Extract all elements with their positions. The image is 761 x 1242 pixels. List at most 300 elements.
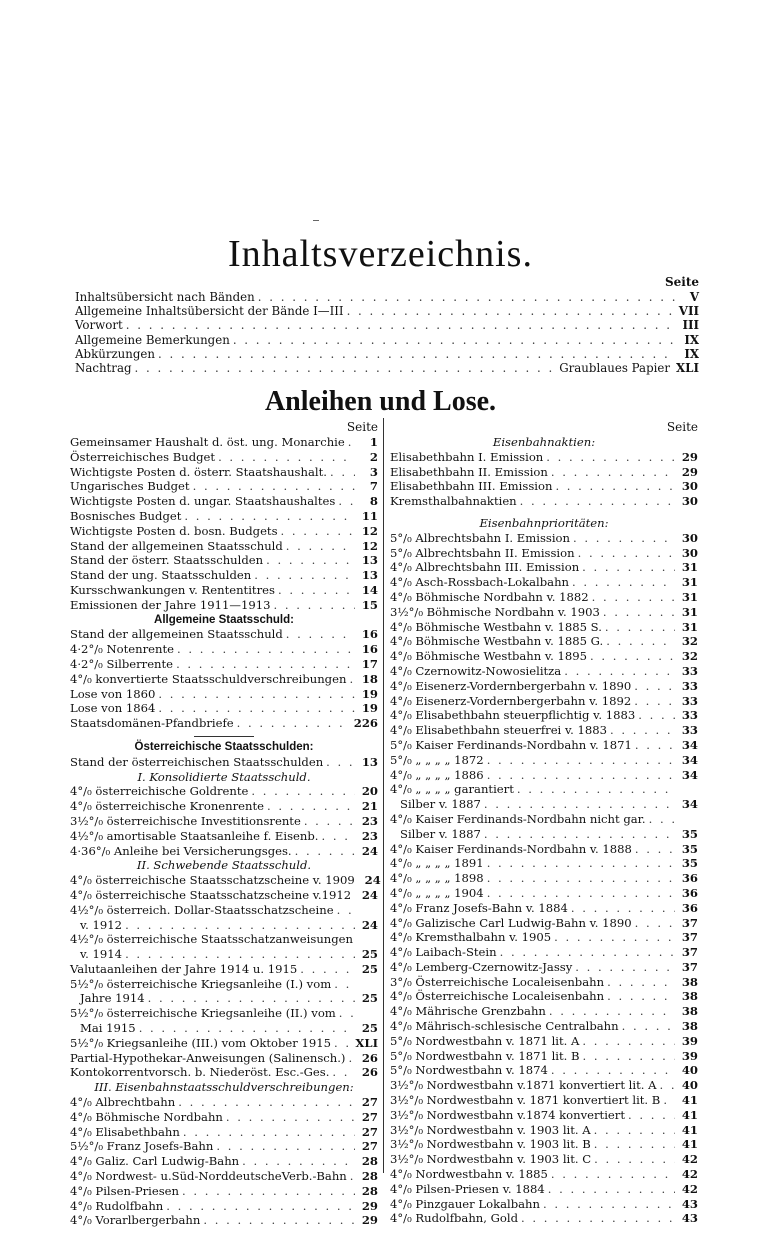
toc-entry [390,797,698,812]
leader-dots [517,782,675,797]
entry-page: XLI [676,360,699,375]
toc-entry [75,361,699,375]
entry-label: 4°/₀ Laibach-Stein [390,945,497,960]
section-heading: I. Konsolidierte Staatsschuld. [137,769,311,784]
entry-note: Graublaues Papier [559,360,671,375]
toc-entry [70,716,378,731]
entry-page: 34 [681,752,698,767]
leader-dots [348,1051,355,1066]
toc-entry [70,977,378,992]
entry-page: 27 [361,1139,378,1154]
entry-label: Valutaanleihen der Jahre 1914 u. 1915 [70,961,298,976]
leader-dots [182,1184,355,1199]
entry-page: 35 [681,841,698,856]
leader-dots [286,539,355,554]
toc-entry [70,932,378,947]
toc-entry [390,664,698,679]
leader-dots [543,1197,675,1212]
toc-entry [70,494,378,509]
leader-dots [334,1036,352,1051]
entry-label: 4°/₀ Kaiser Ferdinands-Nordbahn v. 1888 [390,841,632,856]
leader-dots [322,829,356,844]
entry-label: 4·36°/₀ Anleihe bei Versicherungsges. [70,843,292,858]
entry-page: 27 [361,1124,378,1139]
entry-page: 25 [361,947,378,962]
entry-page: 33 [681,663,698,678]
entry-page: 23 [361,813,378,828]
leader-dots [487,768,675,783]
toc-entry [390,634,698,649]
toc-entry [70,687,378,702]
leader-dots [575,960,675,975]
entry-label: Kontokorrentvorsch. b. Niederöst. Esc.-Ges. [70,1065,330,1080]
leader-dots [158,701,355,716]
entry-label: 3½°/₀ Nordwestbahn v.1871 konvertiert lit. A [390,1078,657,1093]
leader-dots [178,1095,355,1110]
section-title: Anleihen und Lose. [264,386,497,417]
entry-page: 27 [361,1095,378,1110]
toc-entry [390,1152,698,1167]
entry-page: 14 [361,582,378,597]
toc-entry [70,583,378,598]
toc-entry [70,1065,378,1080]
entry-label: 4°/₀ Eisenerz-Vordernbergerbahn v. 1892 [390,693,632,708]
leader-dots [158,687,355,702]
entry-label: 4°/₀ Böhmische Westbahn v. 1885 S. [390,619,602,634]
toc-entry [70,479,378,494]
toc-entry [390,975,698,990]
entry-page: 36 [681,885,698,900]
leader-dots [216,1139,355,1154]
leader-dots [520,494,675,509]
toc-entry [390,916,698,931]
leader-dots [330,465,355,480]
toc-entry [390,679,698,694]
entry-page: 43 [681,1211,698,1226]
toc-entry [70,947,378,962]
leader-dots [572,575,675,590]
leader-dots [603,605,675,620]
entry-page: 38 [681,974,698,989]
entry-label: 4°/₀ konvertierte Staatsschuldverschreibungen [70,671,347,686]
entry-page: 26 [361,1050,378,1065]
entry-label: 4°/₀ Kremsthalbahn v. 1905 [390,930,552,945]
entry-label: Wichtigste Posten d. österr. Staatshaushalt. [70,464,327,479]
leader-dots [254,568,355,583]
toc-entry [70,962,378,977]
entry-page: 23 [361,828,378,843]
entry-label: 3½°/₀ Böhmische Nordbahn v. 1903 [390,604,600,619]
entry-page: 33 [681,693,698,708]
toc-entry [70,539,378,554]
leader-dots [635,916,675,931]
entry-page: 36 [681,871,698,886]
entry-page: 31 [681,575,698,590]
section-heading: Eisenbahnaktien: [492,435,596,449]
entry-label: 4°/₀ Albrechtsbahn III. Emission [390,560,580,575]
toc-entry [70,784,378,799]
toc-entry [75,333,699,347]
toc-entry [390,560,698,575]
toc-entry [70,844,378,859]
entry-label: 4°/₀ Österreichische Localeisenbahn [390,989,605,1004]
toc-entry [390,694,698,709]
leader-dots [273,598,355,613]
leader-dots [551,1063,675,1078]
leader-dots [578,546,675,561]
section-heading: III. Eisenbahnstaatsschuldverschreibungen: [94,1080,354,1095]
leader-dots [251,784,355,799]
leader-dots [607,975,675,990]
entry-page: 13 [361,754,378,769]
entry-page: 29 [681,464,698,479]
leader-dots [555,479,675,494]
entry-page: 16 [361,627,378,642]
leader-dots [334,977,355,992]
toc-entry [390,738,698,753]
entry-page: 35 [681,856,698,871]
leader-dots [233,333,676,347]
entry-page: 33 [681,723,698,738]
leader-dots [606,634,675,649]
entry-page: 41 [681,1107,698,1122]
entry-label: Elisabethbahn I. Emission [390,449,544,464]
entry-page: 30 [681,494,698,509]
entry-page: 29 [681,449,698,464]
entry-label: 5°/₀ Nordwestbahn v. 1871 lit. B [390,1048,580,1063]
toc-entry [75,290,699,304]
entry-label: Vorwort [75,318,123,333]
leader-dots [521,1211,675,1226]
leader-dots [649,812,675,827]
entry-page: 25 [361,1021,378,1036]
toc-entry [390,479,698,494]
leader-dots [176,657,355,672]
leader-dots [266,553,355,568]
entry-label: Mai 1915 [80,1021,136,1036]
leader-dots [549,1004,675,1019]
toc-entry [70,873,381,888]
toc-entry [70,799,378,814]
entry-page: 7 [369,479,378,494]
toc-entry [70,888,378,903]
leader-dots [546,450,675,465]
toc-entry [70,509,378,524]
toc-seite-label: Seite [664,275,699,289]
entry-page: 34 [681,767,698,782]
entry-label: 4°/₀ „ „ „ „ 1886 [390,767,484,782]
entry-label: 4°/₀ Rudolfbahn, Gold [390,1211,519,1226]
entry-page: 28 [361,1183,378,1198]
section-heading: II. Schwebende Staatsschuld. [136,858,312,873]
section-heading: Allgemeine Staatsschuld: [154,613,294,626]
toc-entry [390,960,698,975]
entry-label: 4°/₀ österreichische Goldrente [70,784,249,799]
leader-dots [183,1125,355,1140]
leader-dots [126,318,676,332]
entry-label: Stand der österr. Staatsschulden [70,553,264,568]
section-rule [194,736,254,737]
entry-label: Emissionen der Jahre 1911—1913 [70,597,271,612]
entry-label: 5°/₀ Albrechtsbahn I. Emission [390,530,571,545]
entry-page: 42 [681,1152,698,1167]
toc-entry [390,782,698,797]
leader-dots [605,620,675,635]
leader-dots [635,738,675,753]
entry-label: Silber v. 1887 [400,826,481,841]
entry-page: 38 [681,1004,698,1019]
entry-label: 4°/₀ österreichische Kronenrente [70,799,265,814]
entry-label: Lose von 1860 [70,686,156,701]
leader-dots [487,856,675,871]
toc-entry [390,546,698,561]
toc-entry [390,1167,698,1182]
toc-entry [70,598,378,613]
entry-label: 4°/₀ „ „ „ „ 1904 [390,885,484,900]
entry-label: 4°/₀ Galizische Carl Ludwig-Bahn v. 1890 [390,915,632,930]
entry-label: Gemeinsamer Haushalt d. öst. ung. Monarchie [70,435,345,449]
toc-entry [70,829,378,844]
leader-dots [347,304,676,318]
entry-page: 40 [681,1078,698,1093]
toc-entry [70,1021,378,1036]
entry-page: 34 [681,797,698,812]
leader-dots [304,814,355,829]
toc-entry [390,901,698,916]
entry-label: Kremsthalbahnaktien [390,494,517,509]
toc-entry [390,575,698,590]
entry-page: 3 [369,464,378,479]
leader-dots [193,479,355,494]
toc-entry [390,450,698,465]
entry-label: Kursschwankungen v. Rententitres [70,582,275,597]
entry-label: 4°/₀ Asch-Rossbach-Lokalbahn [390,575,570,590]
entry-label: Inhaltsübersicht nach Bänden [75,290,255,304]
toc-entry [390,1197,698,1212]
toc-entry [390,1034,698,1049]
entry-page: 20 [361,784,378,799]
entry-label: Österreichisches Budget [70,449,216,464]
entry-label: 5½°/₀ österreichische Kriegsanleihe (I.) vom [70,976,332,991]
leader-dots [158,347,676,361]
entry-label: Wichtigste Posten d. bosn. Budgets [70,523,278,538]
entry-page: 27 [361,1109,378,1124]
leader-dots [338,494,355,509]
leader-dots [554,930,675,945]
entry-page: 29 [361,1198,378,1213]
entry-label: 3½°/₀ Nordwestbahn v.1874 konvertiert [390,1107,625,1122]
toc-entry [70,672,378,687]
leader-dots [594,1137,675,1152]
entry-label: 5°/₀ Kaiser Ferdinands-Nordbahn v. 1871 [390,737,632,752]
leader-dots [564,664,675,679]
toc-entry [70,1125,378,1140]
entry-page: 30 [681,479,698,494]
entry-label: 5°/₀ Albrechtsbahn II. Emission [390,545,575,560]
entry-page: IX [684,332,699,347]
entry-page: 2 [369,449,378,464]
toc-entry [390,649,698,664]
entry-page: XLI [355,1035,378,1050]
entry-page: 11 [361,508,378,523]
entry-label: 4°/₀ Böhmische Nordbahn v. 1882 [390,589,589,604]
toc-entry [390,989,698,1004]
leader-dots [628,1108,675,1123]
leader-dots [500,945,675,960]
toc-entry [390,930,698,945]
leader-dots [354,888,355,903]
entry-label: 3½°/₀ Nordwestbahn v. 1903 lit. A [390,1122,591,1137]
toc-entry [70,465,378,480]
leader-dots [634,679,675,694]
leader-dots [590,649,675,664]
entry-page: 35 [681,826,698,841]
entry-page: 41 [681,1137,698,1152]
entry-page: 19 [361,701,378,716]
leader-dots [663,1093,675,1108]
entry-page: 39 [681,1033,698,1048]
leader-dots [226,1110,355,1125]
leader-dots [349,672,355,687]
leader-dots [166,1199,355,1214]
entry-label: Jahre 1914 [80,991,145,1006]
leader-dots [594,1152,675,1167]
entry-label: Nachtrag [75,360,132,375]
entry-page: 37 [681,930,698,945]
entry-label: 4°/₀ Elisabethbahn [70,1124,180,1139]
toc-entry [390,605,698,620]
entry-label: 4°/₀ Albrechtbahn [70,1095,176,1110]
leader-dots [139,1021,355,1036]
leader-dots [582,1034,675,1049]
entry-label: 4°/₀ Böhmische Nordbahn [70,1109,223,1124]
toc-entry [390,708,698,723]
section-heading: Österreichische Staatsschulden: [134,740,314,753]
entry-label: 4°/₀ „ „ „ „ garantiert [390,782,514,797]
entry-label: 3½°/₀ Nordwestbahn v. 1871 konvertiert lit. B [390,1093,661,1108]
entry-label: 4°/₀ Eisenerz-Vordernbergerbahn v. 1890 [390,678,632,693]
leader-dots [267,799,355,814]
toc-entry [70,657,378,672]
toc-entry [70,568,378,583]
toc-entry [390,620,698,635]
entry-label: 4°/₀ Mährische Grenzbahn [390,1004,546,1019]
toc-entry [70,1139,378,1154]
left-column [70,420,381,1228]
entry-page: 24 [361,887,378,902]
toc-entry [390,723,698,738]
toc-entry [70,1184,378,1199]
entry-page: 33 [681,678,698,693]
entry-page: 26 [361,1065,378,1080]
leader-dots [582,560,675,575]
leader-dots [218,450,355,465]
page-title: Inhaltsverzeichnis. [228,233,533,275]
leader-dots [594,1123,675,1138]
entry-page: 39 [681,1048,698,1063]
leader-dots [337,903,355,918]
entry-page: 42 [681,1181,698,1196]
entry-page: 17 [361,656,378,671]
entry-label: 4°/₀ Mährisch-schlesische Centralbahn [390,1019,619,1034]
leader-dots [125,918,355,933]
entry-label: v. 1912 [80,917,123,932]
toc-entry [390,590,698,605]
entry-label: 4°/₀ Pinzgauer Lokalbahn [390,1196,540,1211]
entry-label: 4·2°/₀ Silberrente [70,656,174,671]
entry-label: Silber v. 1887 [400,797,481,812]
entry-label: 5½°/₀ Franz Josefs-Bahn [70,1139,214,1154]
toc-entry [390,465,698,480]
toc-entry [70,553,378,568]
entry-label: Stand der allgemeinen Staatsschuld [70,538,283,553]
entry-page: 25 [361,961,378,976]
spacer [390,509,698,516]
toc-entry [390,886,698,901]
entry-label: 5°/₀ Nordwestbahn v. 1874 [390,1063,548,1078]
entry-label: 4½°/₀ österreichische Staatsschatzanweisungen [70,932,354,947]
toc-entry [70,1051,378,1066]
entry-label: 4°/₀ Galiz. Carl Ludwig-Bahn [70,1154,240,1169]
leader-dots [348,435,355,450]
leader-dots [487,753,675,768]
section-heading: Eisenbahnprioritäten: [479,515,609,530]
entry-label: 4°/₀ Kaiser Ferdinands-Nordbahn nicht gar. [390,811,646,826]
entry-label: Abkürzungen [75,346,155,361]
leader-dots [622,1019,675,1034]
entry-label: 4·2°/₀ Notenrente [70,642,174,657]
entry-page: 31 [681,604,698,619]
leader-dots [635,842,675,857]
leader-dots [484,827,675,842]
left-seite-label: Seite [346,420,378,434]
toc-entry [70,435,378,450]
entry-page: 12 [361,538,378,553]
entry-label: Stand der allgemeinen Staatsschuld [70,627,283,642]
entry-label: Staatsdomänen-Pfandbriefe [70,716,234,731]
entry-page: III [682,318,699,333]
entry-label: 3½°/₀ Nordwestbahn v. 1903 lit. C [390,1152,592,1167]
leader-dots [237,716,351,731]
toc-entry [70,918,378,933]
leader-dots [573,531,675,546]
toc-entry [70,1110,378,1125]
entry-label: Elisabethbahn III. Emission [390,479,553,494]
toc-entry [390,842,698,857]
entry-page: 32 [681,634,698,649]
toc-entry [70,1006,378,1021]
leader-dots [638,708,675,723]
entry-label: 4°/₀ Nordwest- u.Süd-NorddeutscheVerb.-Bahn [70,1169,347,1184]
entry-label: Stand der ung. Staatsschulden [70,568,252,583]
toc-entry [70,450,378,465]
entry-label: 4°/₀ Pilsen-Priesen [70,1183,180,1198]
toc-entry [390,1093,698,1108]
leader-dots [332,1065,355,1080]
toc-entry [390,1108,698,1123]
leader-dots [487,886,675,901]
leader-dots [634,694,675,709]
entry-page: 13 [361,568,378,583]
entry-label: 3°/₀ Österreichische Localeisenbahn [390,974,605,989]
leader-dots [484,797,675,812]
entry-label: Ungarisches Budget [70,479,190,494]
entry-page: 43 [681,1196,698,1211]
leader-dots [326,755,355,770]
toc-entry [390,1211,698,1226]
entry-page: 226 [353,716,378,731]
toc-entry [70,1154,378,1169]
